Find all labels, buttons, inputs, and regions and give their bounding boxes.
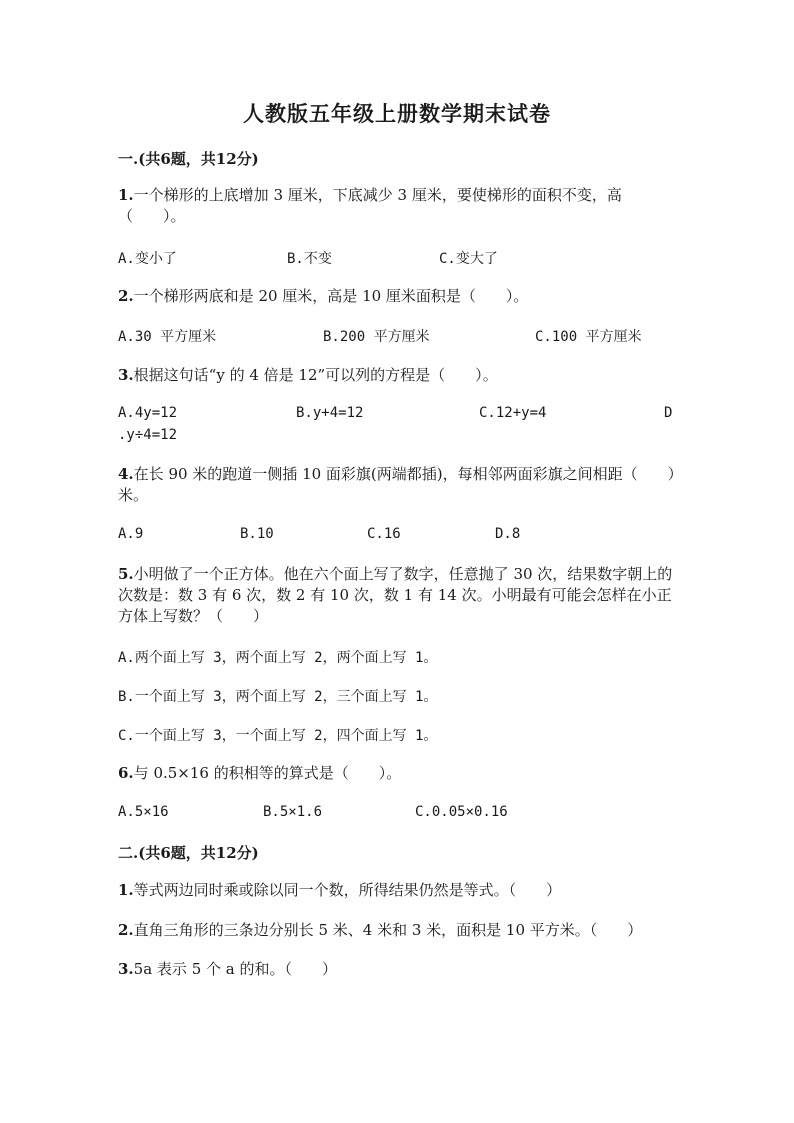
option-d: D.8 [495, 526, 521, 542]
option-c: C.100 平方厘米 [535, 329, 642, 345]
question-number: 2. [118, 921, 134, 939]
question-1-4 [118, 464, 678, 506]
option-a: A.5×16 [118, 804, 169, 820]
question-number: 3. [118, 960, 134, 978]
option-a: A.变小了 [118, 251, 177, 267]
question-1-3 [118, 365, 678, 386]
section-2-header: 二.(共6题，共12分) [118, 844, 259, 862]
question-number: 5. [118, 565, 134, 583]
option-a: A.两个面上写 3，两个面上写 2，两个面上写 1。 [118, 650, 438, 666]
question-number: 3. [118, 366, 134, 384]
question-1-5 [118, 564, 678, 627]
question-text: 一个梯形两底和是 20 厘米，高是 10 厘米面积是（ ）。 [133, 287, 529, 305]
question-number: 6. [118, 764, 134, 782]
option-c: C.16 [367, 526, 401, 542]
question-1-6 [118, 763, 678, 784]
question-2-2 [118, 920, 678, 941]
option-b: B.10 [240, 526, 274, 542]
question-text: 5a 表示 5 个 a 的和。（ ） [133, 960, 337, 978]
question-text: 在长 90 米的跑道一侧插 10 面彩旗(两端都插)，每相邻两面彩旗之间相距（ ）米。 [118, 465, 676, 504]
option-d-text: .y÷4=12 [118, 427, 178, 443]
option-c: C.0.05×0.16 [415, 804, 508, 820]
option-b: B.y+4=12 [296, 405, 364, 421]
option-b: B.200 平方厘米 [323, 329, 430, 345]
question-text: 根据这句话“y 的 4 倍是 12”可以列的方程是（ ）。 [133, 366, 498, 384]
question-2-3 [118, 959, 678, 980]
option-c: C.一个面上写 3，一个面上写 2，四个面上写 1。 [118, 728, 438, 744]
page-title: 人教版五年级上册数学期末试卷 [243, 101, 551, 126]
option-b: B.不变 [287, 251, 332, 267]
option-d-label: D [664, 405, 673, 421]
question-number: 1. [118, 881, 134, 899]
question-text: 等式两边同时乘或除以同一个数，所得结果仍然是等式。（ ） [133, 881, 562, 899]
question-text: 小明做了一个正方体。他在六个面上写了数字，任意抛了 30 次，结果数字朝上的次数是：数 3 有 6 次，数 2 有 10 次，数 1 有 14 次。小明最有可能会怎样在小正方体上写数？（ ） [118, 565, 673, 625]
section-1-header: 一.(共6题，共12分) [118, 150, 259, 168]
question-2-1 [118, 880, 678, 901]
question-text: 直角三角形的三条边分别长 5 米、4 米和 3 米，面积是 10 平方米。（ ） [133, 921, 643, 939]
option-a: A.30 平方厘米 [118, 329, 217, 345]
option-c: C.变大了 [439, 251, 498, 267]
question-text: 一个梯形的上底增加 3 厘米，下底减少 3 厘米，要使梯形的面积不变，高（ ）。 [118, 186, 622, 225]
question-1-1 [118, 185, 678, 227]
question-number: 4. [118, 465, 134, 483]
option-c: C.12+y=4 [479, 405, 547, 421]
option-b: B.一个面上写 3，两个面上写 2，三个面上写 1。 [118, 689, 438, 705]
option-b: B.5×1.6 [263, 804, 323, 820]
question-number: 1. [118, 186, 134, 204]
question-number: 2. [118, 287, 134, 305]
option-a: A.4y=12 [118, 405, 178, 421]
option-a: A.9 [118, 526, 144, 542]
question-1-2 [118, 286, 678, 307]
question-text: 与 0.5×16 的积相等的算式是（ ）。 [133, 764, 402, 782]
